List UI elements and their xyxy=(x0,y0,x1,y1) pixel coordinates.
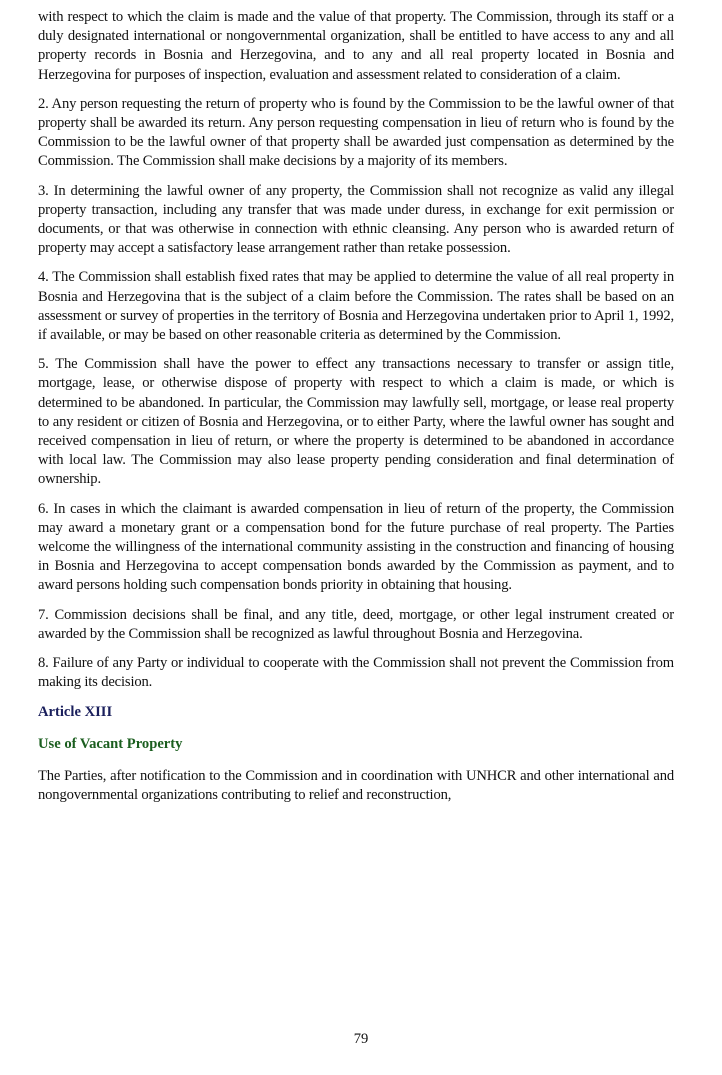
paragraph-4: 4. The Commission shall establish fixed rates that may be applied to determine the value of all real property in Bosnia and Herzegovina that is the subject of a claim before the Commission. The rates shall be based on an assessment or survey of properties in the territory of Bosnia and Herzegovina undertaken prior to April 1, 1992, if available, or may be based on other reasonable criteria as determined by the Commission. xyxy=(38,269,674,344)
page-number: 79 xyxy=(353,1031,369,1047)
article-heading: Article XIII xyxy=(38,703,113,720)
article-title: Use of Vacant Property xyxy=(38,735,183,752)
document-page xyxy=(38,8,674,815)
paragraph-7: 7. Commission decisions shall be final, and any title, deed, mortgage, or other legal instrument created or awarded by the Commission shall be recognized as lawful throughout Bosnia and Herzegovina. xyxy=(38,606,674,642)
paragraph-continuation: with respect to which the claim is made and the value of that property. The Commission, through its staff or a duly designated international or nongovernmental organization, shall be entitled to have access to any and all property records in Bosnia and Herzegovina, and to any and all real property located in Bosnia and Herzegovina for purposes of inspection, evaluation and assessment related to consideration of a claim. xyxy=(38,9,674,83)
paragraph-5: 5. The Commission shall have the power to effect any transactions necessary to transfer or assign title, mortgage, lease, or otherwise dispose of property with respect to which a claim is made, or which is determined to be abandoned. In particular, the Commission may lawfully sell, mortgage, or lease real property to any resident or citizen of Bosnia and Herzegovina, or to either Party, where the lawful owner has sought and received compensation in lieu of return, or where the property is determined to be abandoned in accordance with local law. The Commission may also lease property pending consideration and final determination of ownership. xyxy=(38,356,674,488)
paragraph-2: 2. Any person requesting the return of property who is found by the Commission to be the lawful owner of that property shall be awarded its return. Any person requesting compensation in lieu of return who is found by the Commission to be the lawful owner of that property shall be awarded just compensation as determined by the Commission. The Commission shall make decisions by a majority of its members. xyxy=(38,95,674,170)
paragraph-8: 8. Failure of any Party or individual to cooperate with the Commission shall not prevent the Commission from making its decision. xyxy=(38,655,674,691)
closing-paragraph: The Parties, after notification to the Commission and in coordination with UNHCR and other international and nongovernmental organizations contributing to relief and reconstruction, xyxy=(38,767,674,803)
paragraph-3: 3. In determining the lawful owner of any property, the Commission shall not recognize as valid any illegal property transaction, including any transfer that was made under duress, in exchange for exit permission or documents, or that was otherwise in connection with ethnic cleansing. Any person who is awarded return of property may accept a satisfactory lease arrangement rather than retake possession. xyxy=(38,182,674,257)
paragraph-6: 6. In cases in which the claimant is awarded compensation in lieu of return of the property, the Commission may award a monetary grant or a compensation bond for the future purchase of real property. The Parties welcome the willingness of the international community assisting in the construction and financing of housing in Bosnia and Herzegovina to accept compensation bonds awarded by the Commission as payment, and to award persons holding such compensation bonds priority in obtaining that housing. xyxy=(38,500,674,594)
